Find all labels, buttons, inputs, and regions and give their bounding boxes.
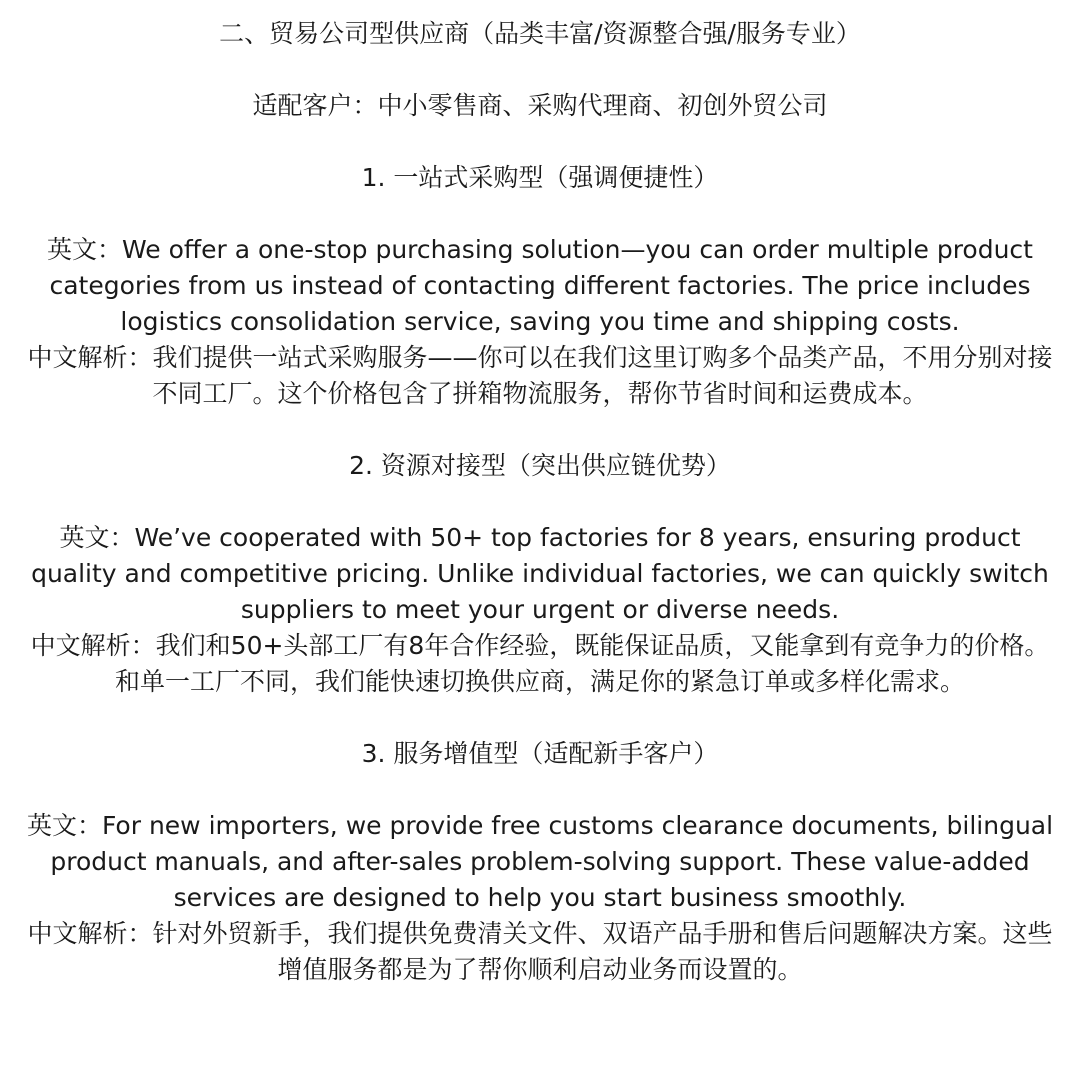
section-2-chinese: 中文解析：我们和50+头部工厂有8年合作经验，既能保证品质，又能拿到有竞争力的价格。和单一工厂不同，我们能快速切换供应商，满足你的紧急订单或多样化需求。 — [30, 631, 1050, 696]
section-1-english: 英文：We offer a one-stop purchasing solution—you can order multiple product categories from us instead of contacting different factories. The price includes logistics consolidation service, saving you time and shipping costs. — [47, 235, 1033, 336]
section-2-english: 英文：We’ve cooperated with 50+ top factories for 8 years, ensuring product quality and competitive pricing. Unlike individual factories, we can quickly switch suppliers to meet your urgent or diverse needs. — [31, 523, 1049, 624]
target-clients: 适配客户：中小零售商、采购代理商、初创外贸公司 — [252, 91, 828, 120]
spacer — [24, 124, 1056, 160]
document-body — [24, 16, 1056, 988]
section-2-heading: 2. 资源对接型（突出供应链优势） — [349, 451, 731, 480]
spacer — [24, 700, 1056, 736]
spacer — [24, 412, 1056, 448]
section-1-heading: 1. 一站式采购型（强调便捷性） — [361, 163, 719, 192]
section-1-chinese: 中文解析：我们提供一站式采购服务——你可以在我们这里订购多个品类产品，不用分别对接不同工厂。这个价格包含了拼箱物流服务，帮你节省时间和运费成本。 — [27, 343, 1053, 408]
spacer — [24, 484, 1056, 520]
section-3-chinese: 中文解析：针对外贸新手，我们提供免费清关文件、双语产品手册和售后问题解决方案。这些增值服务都是为了帮你顺利启动业务而设置的。 — [27, 919, 1053, 984]
spacer — [24, 196, 1056, 232]
document-title: 二、贸易公司型供应商（品类丰富/资源整合强/服务专业） — [219, 19, 861, 48]
spacer — [24, 52, 1056, 88]
section-3-heading: 3. 服务增值型（适配新手客户） — [361, 739, 719, 768]
section-3-english: 英文：For new importers, we provide free customs clearance documents, bilingual product manuals, and after-sales problem-solving support. These value-added services are designed to help you start business smoothly. — [26, 811, 1054, 912]
spacer — [24, 772, 1056, 808]
